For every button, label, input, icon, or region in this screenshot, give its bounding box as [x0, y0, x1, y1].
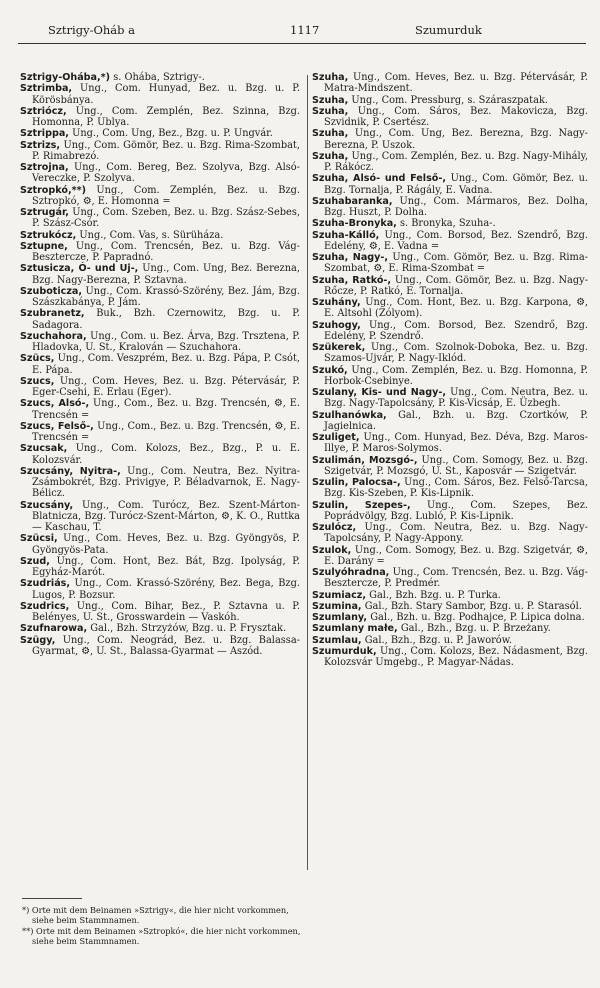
left-column — [20, 72, 300, 657]
gazetteer-entry — [312, 365, 588, 388]
entry-text: s. Ohába, Sztrigy-. — [113, 72, 205, 83]
entry-text: Ung., Com., Bez. u. Bzg. Trencsén, ⚙, E. Trencsén = — [32, 398, 300, 421]
entry-name: Sztrippa, — [20, 128, 69, 140]
gazetteer-entry — [312, 106, 588, 129]
entry-name: Szulin, Szepes-, — [312, 499, 411, 511]
entry-name: Sztrigy-Ohába,*) — [20, 72, 111, 83]
gazetteer-entry — [312, 128, 588, 151]
entry-name: Szucsány, Nyitra-, — [20, 465, 121, 477]
entry-name: Szukó, — [312, 364, 348, 376]
gazetteer-entry — [312, 432, 588, 455]
gazetteer-entry — [20, 421, 300, 444]
entry-name: Sztrizs, — [20, 139, 61, 151]
gazetteer-entry — [20, 241, 300, 264]
footnote-rule — [22, 898, 82, 899]
entry-name: Szudriás, — [20, 578, 71, 590]
gazetteer-entry — [20, 353, 300, 376]
gazetteer-entry — [20, 500, 300, 534]
entry-name: Szuha, — [312, 94, 349, 106]
entry-name: Szuha-Bronyka, — [312, 218, 397, 230]
entry-text: Ung., Com. Gömör, Bez. u. Bzg. Rima-Szombat, P. Rimabrezó. — [32, 139, 300, 162]
entry-text: Gal., Bzh. Bzg. u. P. Turka. — [369, 589, 501, 601]
entry-name: Sztrimba, — [20, 83, 73, 95]
entry-name: Szucs, Felső-, — [20, 420, 94, 432]
gazetteer-entry — [312, 151, 588, 174]
entry-name: Szuha, — [312, 150, 349, 162]
gazetteer-entry — [312, 218, 588, 229]
entry-text: Ung., Com. Hunyad, Bez. u. Bzg. u. P. Körösbánya. — [32, 83, 300, 106]
gazetteer-entry — [20, 185, 300, 208]
entry-text: Ung., Com. Zemplén, Bez. Szinna, Bzg. Homonna, P. Ublya. — [32, 105, 300, 128]
gazetteer-entry — [312, 95, 588, 106]
entry-text: Ung., Com. Bihar, Bez., P. Sztavna u. P. Belényes, U. St., Grosswardein — Vaskóh. — [32, 600, 300, 623]
entry-text: Ung., Com., Bez. u. Bzg. Trencsén, ⚙, E. Trencsén = — [32, 420, 300, 443]
entry-text: Gal., Bzh. Stary Sambor, Bzg. u. P. Starasól. — [364, 600, 582, 612]
entry-text: Ung., Com. Szolnok-Doboka, Bez. u. Bzg. Szamos-Ujvár, P. Nagy-Iklód. — [324, 342, 588, 365]
entry-name: Szulimán, Mozsgó-, — [312, 454, 418, 466]
gazetteer-entry — [312, 477, 588, 500]
footnote-1: *) Orte mit dem Beinamen »Sztrigy«, die hier nicht vorkommen, siehe beim Stammnamen. — [22, 905, 289, 925]
entry-text: Ung., Com. Gömör, Bez. u. Bzg. Rima-Szombat, ⚙, E. Rima-Szombat = — [324, 252, 588, 275]
entry-text: Ung., Com. Sáros, Bez. Felső-Tarcsa, Bzg. Kis-Szeben, P. Kis-Lipnik. — [324, 477, 589, 500]
gazetteer-entry — [312, 635, 588, 646]
gazetteer-entry — [312, 410, 588, 433]
gazetteer-entry — [20, 556, 300, 579]
entry-text: Ung., Com. Ung, Bez. Berezna, Bzg. Nagy-Berezna, P. Sztavna. — [32, 263, 300, 286]
gazetteer-entry — [20, 263, 300, 286]
entry-name: Szulyóhradna, — [312, 567, 390, 578]
right-column — [312, 72, 588, 668]
gazetteer-entry — [312, 590, 588, 601]
gazetteer-entry — [20, 207, 300, 230]
entry-text: Ung., Com. Szepes, Bez. Poprádvölgy, Bzg. Lubló, P. Kis-Lipnik. — [324, 499, 588, 522]
gazetteer-entry — [20, 308, 300, 331]
gazetteer-entry — [312, 342, 588, 365]
gazetteer-entry — [312, 623, 588, 634]
entry-name: Sztrojna, — [20, 162, 69, 173]
entry-text: Ung., Com. Kolozs, Bez. Nádasment, Bzg. Kolozsvár Umgebg., P. Magyar-Nádas. — [324, 645, 588, 668]
gazetteer-entry — [312, 545, 588, 568]
entry-text: Ung., Com. Veszprém, Bez. u. Bzg. Pápa, P. Csót, E. Pápa. — [32, 353, 300, 376]
entry-text: Ung., Com. Mármaros, Bez. Dolha, Bzg. Huszt, P. Dolha. — [324, 195, 589, 218]
entry-name: Szuliget, — [312, 432, 360, 443]
gazetteer-entry — [312, 173, 588, 196]
entry-name: Szucsány, — [20, 499, 74, 511]
gazetteer-entry — [20, 128, 300, 139]
entry-name: Szucsak, — [20, 443, 68, 455]
entry-name: Sztrugár, — [20, 207, 69, 218]
entry-text: Ung., Com. Gömör, Bez. u. Bzg. Tornalja, P. Rágály, E. Vadna. — [324, 173, 589, 196]
entry-text: Ung., Com. Neográd, Bez. u. Bzg. Balassa-Gyarmat, ⚙, U. St., Balassa-Gyarmat — Aszód. — [32, 634, 300, 657]
entry-text: Ung., Com. Krassó-Szörény, Bez. Jám, Bzg. Szászkabánya, P. Jám. — [32, 285, 300, 308]
entry-name: Szuha, — [312, 128, 349, 140]
gazetteer-entry — [20, 140, 300, 163]
entry-text: Ung., Com. Heves, Bez. u. Bzg. Pétervásár, P. Eger-Csehi, E. Erlau (Eger). — [32, 375, 300, 398]
gazetteer-entry — [20, 443, 300, 466]
entry-text: Gal., Bzh. u. Bzg. Podhajce, P. Lipica dolna. — [370, 612, 585, 623]
gazetteer-entry — [312, 196, 588, 219]
entry-name: Szulhanówka, — [312, 409, 387, 421]
entry-text: Ung., Com. Sáros, Bez. Makovicza, Bzg. Szvidnik, P. Csertész. — [324, 105, 588, 128]
gazetteer-entry — [20, 286, 300, 309]
entry-text: Ung., Com. Heves, Bez. u. Bzg. Gyöngyös, P. Gyöngyös-Pata. — [32, 533, 300, 556]
entry-text: Ung., Com. Gömör, Bez. u. Bzg. Nagy-Rőcze, P. Ratkó, E. Tornalja. — [324, 274, 588, 297]
entry-name: Szulany, Kis- und Nagy-, — [312, 387, 447, 398]
gazetteer-entry — [20, 83, 300, 106]
entry-text: Ung., Com. Ung, Bez. Berezna, Bzg. Nagy-Berezna, P. Uszok. — [324, 128, 588, 151]
entry-name: Szuhabaranka, — [312, 195, 393, 207]
entry-name: Szuhány, — [312, 297, 361, 308]
gazetteer-entry — [20, 72, 300, 83]
gazetteer-entry — [20, 331, 300, 354]
entry-name: Szucs, Alsó-, — [20, 398, 90, 410]
gazetteer-entry — [20, 398, 300, 421]
gazetteer-entry — [312, 320, 588, 343]
entry-text: Gal., Bzh. Strzyżów, Bzg. u. P. Frysztak. — [90, 623, 287, 635]
gazetteer-entry — [312, 252, 588, 275]
header-rule — [18, 43, 586, 44]
entry-name: Sztropkó,**) — [20, 184, 87, 196]
entry-text: Ung., Com. Somogy, Bez. u. Bzg. Szigetvár, P. Mozsgó, U. St., Kaposvár — Szigetvár. — [324, 454, 589, 477]
entry-name: Szuchahora, — [20, 330, 87, 342]
entry-text: Ung., Com. Hont, Bez. u. Bzg. Karpona, ⚙, E. Altsohl (Zólyom). — [324, 297, 588, 320]
entry-name: Sztrukócz, — [20, 229, 77, 241]
page-number: 1117 — [290, 23, 320, 37]
entry-name: Szulin, Palocsa-, — [312, 477, 401, 488]
gazetteer-entry — [312, 646, 588, 669]
entry-text: Ung., Com. Neutra, Bez. Nyitra-Zsámbokrét, Bzg. Privigye, P. Béladvarnok, E. Nagy-Bélicz. — [32, 465, 300, 500]
entry-text: Ung., Com. Zemplén, Bez. u. Bzg. Homonna, P. Horbok-Csebinye. — [324, 364, 588, 387]
entry-text: Ung., Com. Borsod, Bez. Szendrő, Bzg. Edelény, ⚙, E. Vadna = — [324, 229, 588, 252]
gazetteer-entry — [312, 230, 588, 253]
footnote-2: **) Orte mit dem Beinamen »Sztropkó«, die hier nicht vorkommen, siehe beim Stammnamen. — [22, 926, 301, 946]
gazetteer-entry — [312, 455, 588, 478]
gazetteer-entry — [20, 230, 300, 241]
header-right: Szumurduk — [415, 23, 482, 37]
entry-name: Szügy, — [20, 634, 56, 646]
gazetteer-entry — [312, 72, 588, 95]
entry-name: Szufnarowa, — [20, 623, 88, 635]
gazetteer-entry — [20, 601, 300, 624]
footnotes — [22, 906, 302, 948]
entry-text: Buk., Bzh. Czernowitz, Bzg. u. P. Sadagora. — [32, 308, 300, 331]
entry-text: Ung., Com. Heves, Bez. u. Bzg. Pétervásár, P. Matra-Mindszent. — [324, 72, 588, 95]
gazetteer-entry — [20, 106, 300, 129]
entry-name: Szuha, Ratkó-, — [312, 274, 392, 286]
gazetteer-entry — [20, 578, 300, 601]
entry-name: Szuha, Alsó- und Felső-, — [312, 173, 447, 185]
entry-text: Ung., Com. Szeben, Bez. u. Bzg. Szász-Sebes, P. Szász-Csór. — [32, 207, 300, 230]
entry-name: Szubranetz, — [20, 308, 85, 320]
entry-name: Szulok, — [312, 544, 352, 556]
entry-text: Ung., Com. Vas, s. Sürüháza. — [79, 229, 224, 241]
entry-name: Szuhogy, — [312, 319, 361, 331]
entry-text: Ung., Com. Krassó-Szörény, Bez. Bega, Bzg. Lugos, P. Bozsur. — [32, 578, 300, 601]
entry-text: Ung., Com. Kolozs, Bez., Bzg., P. u. E. Kolozsvár. — [32, 443, 300, 466]
entry-name: Szuha, Nagy-, — [312, 252, 389, 263]
entry-text: Ung., Com. Zemplén, Bez. u. Bzg. Sztropkó, ⚙, E. Homonna = — [32, 184, 300, 207]
entry-text: Ung., Com. Zemplén, Bez. u. Bzg. Nagy-Mihály, P. Rákócz. — [324, 150, 588, 173]
entry-text: s. Bronyka, Szuha-. — [399, 218, 496, 230]
gazetteer-entry — [312, 522, 588, 545]
entry-text: Ung., Com. Bereg, Bez. Szolyva, Bzg. Alsó-Vereczke, P. Szolyva. — [32, 162, 300, 185]
entry-text: Ung., Com. Neutra, Bez. u. Bzg. Nagy-Tapolcsány, P. Kis-Vicsáp, E. Üzbegh. — [324, 387, 588, 410]
entry-name: Sztriócz, — [20, 105, 67, 117]
gazetteer-entry — [20, 635, 300, 658]
entry-name: Szuboticza, — [20, 285, 83, 297]
entry-text: Ung., Com. Trencsén, Bez. u. Bzg. Vág-Besztercze, P. Papradnó. — [32, 240, 300, 263]
entry-name: Szumlany małe, — [312, 623, 398, 635]
entry-name: Szükerek, — [312, 342, 366, 353]
entry-text: Gal., Bzh., Bzg. u. P. Brzeżany. — [400, 623, 551, 635]
entry-text: Gal., Bzh. u. Bzg. Czortków, P. Jagielnica. — [324, 409, 588, 432]
gazetteer-entry — [20, 162, 300, 185]
entry-name: Szud, — [20, 555, 50, 567]
entry-name: Szücs, — [20, 353, 55, 365]
entry-text: Ung., Com. Ung, Bez., Bzg. u. P. Ungvár. — [72, 128, 273, 140]
entry-name: Szuha-Kálló, — [312, 229, 380, 241]
entry-text: Ung., Com. Trencsén, Bez. u. Bzg. Vág-Besztercze, P. Predmér. — [324, 567, 588, 590]
entry-name: Szumina, — [312, 600, 362, 612]
entry-name: Szücsi, — [20, 533, 58, 545]
page-header — [0, 0, 600, 44]
entry-name: Szuha, — [312, 72, 349, 83]
gazetteer-entry — [20, 623, 300, 634]
gazetteer-entry — [312, 500, 588, 523]
entry-name: Szudrics, — [20, 600, 70, 612]
gazetteer-entry — [312, 275, 588, 298]
gazetteer-entry — [20, 376, 300, 399]
entry-name: Szumlany, — [312, 612, 368, 623]
entry-text: Ung., Com. Somogy, Bez. u. Bzg. Szigetvár, ⚙, E. Darány = — [324, 544, 588, 567]
header-left: Sztrigy-Oháb a — [48, 23, 136, 37]
column-divider — [307, 75, 308, 870]
gazetteer-entry — [312, 612, 588, 623]
entry-name: Szucs, — [20, 375, 55, 387]
gazetteer-entry — [312, 601, 588, 612]
gazetteer-entry — [312, 567, 588, 590]
entry-name: Szuha, — [312, 105, 349, 117]
entry-name: Szulócz, — [312, 522, 357, 533]
gazetteer-entry — [20, 533, 300, 556]
entry-text: Gal., Bzh., Bzg. u. P. Jaworów. — [364, 634, 513, 646]
gazetteer-entry — [312, 297, 588, 320]
entry-text: Ung., Com. Turócz, Bez. Szent-Márton-Blatnicza, Bzg. Turócz-Szent-Márton, ⚙, K. O., Ruttka — Kaschau, T. — [32, 499, 300, 533]
entry-text: Ung., Com. Hont, Bez. Bát, Bzg. Ipolyság, P. Egyház-Marót. — [32, 555, 300, 578]
entry-name: Sztusicza, Ó- und Uj-, — [20, 263, 139, 275]
gazetteer-entry — [20, 466, 300, 500]
entry-text: Ung., Com. Neutra, Bez. u. Bzg. Nagy-Tapolcsány, P. Nagy-Appony. — [324, 522, 588, 545]
gazetteer-entry — [312, 387, 588, 410]
entry-text: Ung., Com. Borsod, Bez. Szendrő, Bzg. Edelény, P. Szendrő. — [324, 319, 588, 342]
entry-name: Szumiacz, — [312, 589, 366, 601]
entry-text: Ung., Com. Pressburg, s. Száraszpatak. — [351, 94, 549, 106]
entry-text: Ung., Com. u. Bez. Árva, Bzg. Trsztena, P. Hladovka, U. St., Kralován — Szuchahora. — [32, 330, 300, 353]
entry-name: Szumlau, — [312, 634, 362, 646]
entry-name: Szumurduk, — [312, 645, 377, 657]
entry-text: Ung., Com. Hunyad, Bez. Déva, Bzg. Maros-Illye, P. Maros-Solymos. — [324, 432, 588, 455]
entry-name: Sztupne, — [20, 240, 68, 252]
